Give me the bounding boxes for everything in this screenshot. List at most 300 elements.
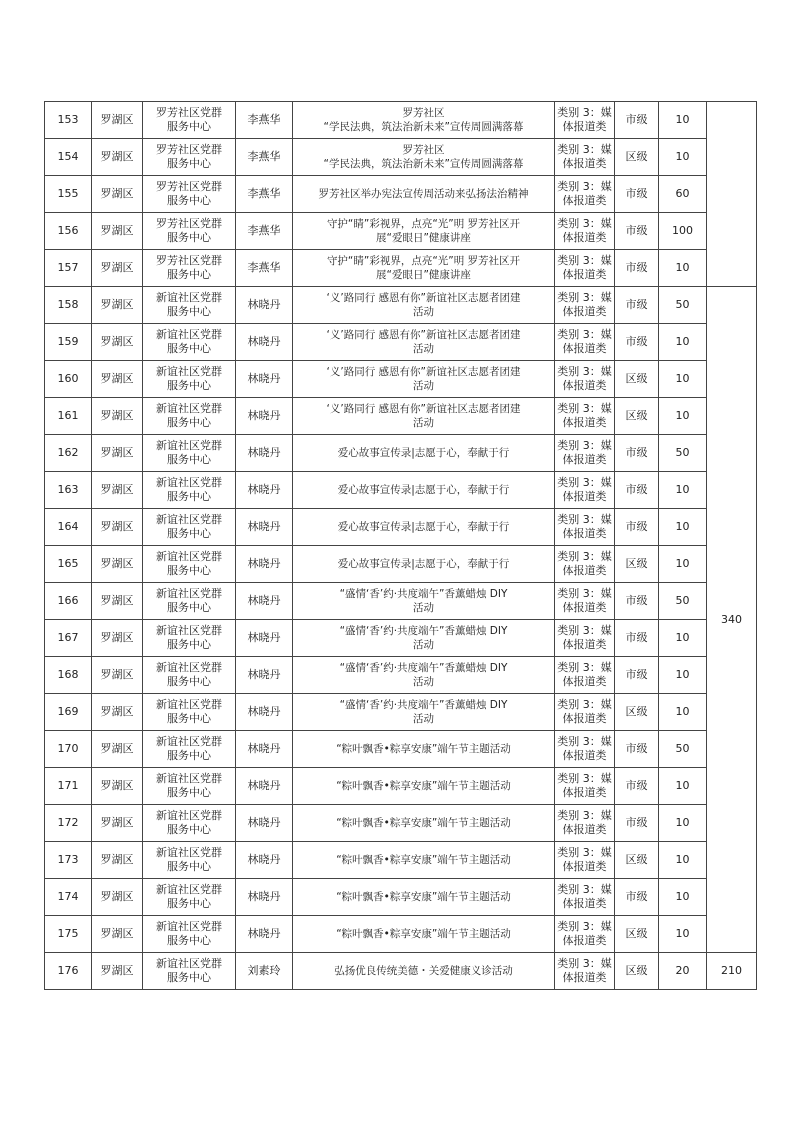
row-number: 173 [45,842,92,879]
category-cell-line: 类别 3：媒 [557,661,612,674]
unit-cell-line: 服务中心 [167,342,211,355]
district-cell: 罗湖区 [92,398,143,435]
district-cell: 罗湖区 [92,176,143,213]
row-number: 164 [45,509,92,546]
unit-cell-line: 新谊社区党群 [156,772,222,785]
unit-cell [143,768,236,805]
report-title-cell-line: 活动 [413,639,434,651]
category-cell [555,842,615,879]
unit-cell-line: 新谊社区党群 [156,624,222,637]
level-cell: 区级 [615,398,659,435]
category-cell [555,731,615,768]
category-cell-line: 类别 3：媒 [557,735,612,748]
score-cell: 10 [659,879,707,916]
unit-cell-line: 服务中心 [167,897,211,910]
level-cell: 市级 [615,102,659,139]
category-cell [555,139,615,176]
row-number: 157 [45,250,92,287]
report-title-cell [293,805,555,842]
level-cell: 市级 [615,879,659,916]
unit-cell-line: 服务中心 [167,786,211,799]
table-body [45,102,757,990]
unit-cell [143,472,236,509]
unit-cell [143,805,236,842]
category-cell-line: 体报道类 [562,934,607,947]
unit-cell-line: 服务中心 [167,305,211,318]
category-cell-line: 类别 3：媒 [557,328,612,341]
score-cell: 50 [659,583,707,620]
category-cell-line: 类别 3：媒 [557,920,612,933]
score-cell: 10 [659,102,707,139]
table-row [45,472,757,509]
unit-cell-line: 新谊社区党群 [156,550,222,563]
level-cell: 市级 [615,287,659,324]
person-cell: 林晓丹 [236,694,293,731]
person-cell: 林晓丹 [236,620,293,657]
district-cell: 罗湖区 [92,250,143,287]
level-cell: 区级 [615,139,659,176]
category-cell-line: 体报道类 [562,342,607,355]
category-cell-line: 体报道类 [562,453,607,466]
category-cell [555,176,615,213]
category-cell-line: 体报道类 [562,860,607,873]
report-title-cell [293,620,555,657]
district-cell: 罗湖区 [92,583,143,620]
table-row [45,509,757,546]
table-row [45,916,757,953]
category-cell-line: 体报道类 [562,749,607,762]
report-title-cell-line: “粽叶飘香•粽享安康”端午节主题活动 [336,854,511,866]
table-row [45,546,757,583]
score-cell: 10 [659,324,707,361]
report-title-cell [293,583,555,620]
row-number: 158 [45,287,92,324]
row-number: 166 [45,583,92,620]
unit-cell-line: 服务中心 [167,231,211,244]
score-cell: 10 [659,620,707,657]
category-cell-line: 类别 3：媒 [557,476,612,489]
category-cell-line: 体报道类 [562,120,607,133]
table-row [45,324,757,361]
row-number: 163 [45,472,92,509]
table-row [45,657,757,694]
unit-cell-line: 服务中心 [167,527,211,540]
category-cell-line: 体报道类 [562,675,607,688]
category-cell [555,361,615,398]
report-title-cell-line: 活动 [413,713,434,725]
level-cell: 市级 [615,620,659,657]
unit-cell-line: 新谊社区党群 [156,957,222,970]
category-cell [555,102,615,139]
level-cell: 市级 [615,435,659,472]
category-cell-line: 类别 3：媒 [557,291,612,304]
table-row [45,250,757,287]
category-cell-line: 体报道类 [562,268,607,281]
score-cell: 10 [659,842,707,879]
unit-cell [143,953,236,990]
person-cell: 林晓丹 [236,768,293,805]
district-cell: 罗湖区 [92,509,143,546]
category-cell-line: 类别 3：媒 [557,587,612,600]
report-title-cell-line: “学民法典，筑法治新未来”宣传周圆满落幕 [323,158,524,170]
unit-cell-line: 服务中心 [167,120,211,133]
table-row [45,620,757,657]
district-cell: 罗湖区 [92,620,143,657]
category-cell-line: 类别 3：媒 [557,698,612,711]
category-cell-line: 类别 3：媒 [557,846,612,859]
report-title-cell-line: 罗芳社区 [402,107,445,119]
report-title-cell-line: 展“爱眼日”健康讲座 [376,232,471,244]
score-cell: 10 [659,398,707,435]
table-row [45,731,757,768]
table-row [45,213,757,250]
person-cell: 林晓丹 [236,361,293,398]
report-title-cell [293,731,555,768]
category-cell-line: 类别 3：媒 [557,883,612,896]
unit-cell-line: 新谊社区党群 [156,809,222,822]
category-cell [555,879,615,916]
person-cell: 林晓丹 [236,805,293,842]
unit-cell [143,176,236,213]
person-cell: 刘素玲 [236,953,293,990]
subtotal-cell: 340 [707,287,757,953]
score-cell: 50 [659,287,707,324]
district-cell: 罗湖区 [92,805,143,842]
person-cell: 林晓丹 [236,879,293,916]
row-number: 165 [45,546,92,583]
district-cell: 罗湖区 [92,213,143,250]
category-cell [555,694,615,731]
report-title-cell-line: “盛情‘香’约·共度端午”香薰蜡烛 DIY [339,588,508,600]
row-number: 171 [45,768,92,805]
level-cell: 区级 [615,694,659,731]
unit-cell [143,546,236,583]
unit-cell [143,842,236,879]
person-cell: 林晓丹 [236,546,293,583]
unit-cell-line: 罗芳社区党群 [156,254,222,267]
table-row [45,287,757,324]
district-cell: 罗湖区 [92,768,143,805]
level-cell: 市级 [615,657,659,694]
score-cell: 10 [659,768,707,805]
level-cell: 市级 [615,213,659,250]
category-cell-line: 类别 3：媒 [557,365,612,378]
unit-cell-line: 罗芳社区党群 [156,106,222,119]
report-title-cell-line: “学民法典，筑法治新未来”宣传周圆满落幕 [323,121,524,133]
unit-cell [143,139,236,176]
person-cell: 李燕华 [236,213,293,250]
unit-cell [143,620,236,657]
score-cell: 10 [659,139,707,176]
category-cell [555,805,615,842]
score-cell: 50 [659,731,707,768]
district-cell: 罗湖区 [92,842,143,879]
unit-cell-line: 新谊社区党群 [156,883,222,896]
report-title-cell [293,953,555,990]
subtotal-cell: 210 [707,953,757,990]
person-cell: 林晓丹 [236,583,293,620]
unit-cell-line: 新谊社区党群 [156,513,222,526]
district-cell: 罗湖区 [92,916,143,953]
report-title-cell-line: 罗芳社区 [402,144,445,156]
level-cell: 市级 [615,805,659,842]
report-title-cell-line: 活动 [413,602,434,614]
table-row [45,435,757,472]
report-title-cell-line: ‘义’路同行 感恩有你”新谊社区志愿者团建 [326,329,521,341]
score-cell: 10 [659,472,707,509]
report-title-cell [293,398,555,435]
category-cell-line: 类别 3：媒 [557,217,612,230]
report-title-cell-line: 活动 [413,306,434,318]
category-cell-line: 体报道类 [562,897,607,910]
category-cell-line: 体报道类 [562,823,607,836]
report-title-cell-line: 活动 [413,380,434,392]
table-row [45,879,757,916]
row-number: 172 [45,805,92,842]
report-title-cell [293,842,555,879]
unit-cell-line: 罗芳社区党群 [156,180,222,193]
category-cell [555,213,615,250]
level-cell: 市级 [615,324,659,361]
unit-cell-line: 服务中心 [167,860,211,873]
level-cell: 市级 [615,509,659,546]
unit-cell [143,361,236,398]
table-row [45,953,757,990]
report-title-cell-line: “盛情‘香’约·共度端午”香薰蜡烛 DIY [339,625,508,637]
unit-cell-line: 服务中心 [167,601,211,614]
person-cell: 林晓丹 [236,657,293,694]
unit-cell-line: 服务中心 [167,971,211,984]
level-cell: 区级 [615,842,659,879]
unit-cell [143,324,236,361]
score-cell: 10 [659,250,707,287]
category-cell [555,435,615,472]
unit-cell-line: 新谊社区党群 [156,439,222,452]
report-title-cell-line: 罗芳社区举办宪法宣传周活动来弘扬法治精神 [318,188,529,200]
category-cell [555,657,615,694]
category-cell-line: 类别 3：媒 [557,624,612,637]
report-title-cell [293,768,555,805]
table-row [45,139,757,176]
score-cell: 10 [659,546,707,583]
score-cell: 20 [659,953,707,990]
category-cell [555,583,615,620]
score-cell: 100 [659,213,707,250]
person-cell: 林晓丹 [236,842,293,879]
table-row [45,694,757,731]
unit-cell-line: 服务中心 [167,675,211,688]
level-cell: 市级 [615,250,659,287]
unit-cell [143,583,236,620]
district-cell: 罗湖区 [92,694,143,731]
category-cell-line: 体报道类 [562,601,607,614]
unit-cell [143,250,236,287]
district-cell: 罗湖区 [92,287,143,324]
unit-cell [143,657,236,694]
report-title-cell-line: ‘义’路同行 感恩有你”新谊社区志愿者团建 [326,292,521,304]
category-cell [555,953,615,990]
unit-cell-line: 服务中心 [167,379,211,392]
level-cell: 区级 [615,953,659,990]
subtotal-cell [707,102,757,287]
category-cell [555,768,615,805]
report-title-cell-line: “粽叶飘香•粽享安康”端午节主题活动 [336,928,511,940]
person-cell: 林晓丹 [236,324,293,361]
category-cell-line: 类别 3：媒 [557,957,612,970]
row-number: 153 [45,102,92,139]
category-cell [555,287,615,324]
unit-cell [143,879,236,916]
report-title-cell-line: “粽叶飘香•粽享安康”端午节主题活动 [336,891,511,903]
report-title-cell [293,361,555,398]
report-title-cell-line: 活动 [413,343,434,355]
report-title-cell-line: 爱心故事宣传录|志愿于心，奉献于行 [337,484,510,496]
unit-cell-line: 新谊社区党群 [156,365,222,378]
category-cell-line: 体报道类 [562,305,607,318]
person-cell: 林晓丹 [236,731,293,768]
person-cell: 李燕华 [236,139,293,176]
unit-cell-line: 服务中心 [167,453,211,466]
category-cell [555,472,615,509]
unit-cell [143,102,236,139]
district-cell: 罗湖区 [92,879,143,916]
report-title-cell-line: “盛情‘香’约·共度端午”香薰蜡烛 DIY [339,662,508,674]
unit-cell [143,398,236,435]
score-cell: 50 [659,435,707,472]
report-title-cell [293,139,555,176]
district-cell: 罗湖区 [92,139,143,176]
report-title-cell-line: 展“爱眼日”健康讲座 [376,269,471,281]
person-cell: 林晓丹 [236,435,293,472]
unit-cell-line: 新谊社区党群 [156,328,222,341]
unit-cell [143,731,236,768]
level-cell: 区级 [615,916,659,953]
category-cell-line: 体报道类 [562,638,607,651]
district-cell: 罗湖区 [92,731,143,768]
report-title-cell [293,546,555,583]
category-cell-line: 类别 3：媒 [557,254,612,267]
report-title-cell [293,102,555,139]
report-title-cell-line: ‘义’路同行 感恩有你”新谊社区志愿者团建 [326,403,521,415]
unit-cell [143,916,236,953]
row-number: 169 [45,694,92,731]
category-cell-line: 类别 3：媒 [557,106,612,119]
report-title-cell [293,324,555,361]
unit-cell-line: 服务中心 [167,490,211,503]
table-row [45,805,757,842]
report-title-cell-line: 爱心故事宣传录|志愿于心，奉献于行 [337,447,510,459]
row-number: 159 [45,324,92,361]
report-title-cell [293,213,555,250]
unit-cell [143,694,236,731]
unit-cell [143,287,236,324]
unit-cell-line: 服务中心 [167,157,211,170]
category-cell-line: 体报道类 [562,527,607,540]
district-cell: 罗湖区 [92,324,143,361]
table-row [45,768,757,805]
level-cell: 市级 [615,472,659,509]
category-cell-line: 类别 3：媒 [557,809,612,822]
row-number: 161 [45,398,92,435]
row-number: 162 [45,435,92,472]
report-title-cell-line: 弘扬优良传统美德・关爱健康义诊活动 [334,965,513,977]
category-cell-line: 体报道类 [562,194,607,207]
category-cell [555,324,615,361]
unit-cell-line: 服务中心 [167,749,211,762]
category-cell [555,398,615,435]
row-number: 155 [45,176,92,213]
category-cell-line: 类别 3：媒 [557,550,612,563]
report-title-cell [293,435,555,472]
report-title-cell [293,287,555,324]
row-number: 176 [45,953,92,990]
report-title-cell-line: 活动 [413,417,434,429]
category-cell-line: 类别 3：媒 [557,143,612,156]
person-cell: 林晓丹 [236,398,293,435]
category-cell-line: 体报道类 [562,416,607,429]
unit-cell-line: 服务中心 [167,268,211,281]
report-title-cell-line: 爱心故事宣传录|志愿于心，奉献于行 [337,521,510,533]
report-title-cell [293,176,555,213]
level-cell: 市级 [615,583,659,620]
category-cell-line: 体报道类 [562,786,607,799]
unit-cell-line: 服务中心 [167,194,211,207]
category-cell-line: 类别 3：媒 [557,402,612,415]
row-number: 156 [45,213,92,250]
person-cell: 林晓丹 [236,509,293,546]
unit-cell-line: 新谊社区党群 [156,291,222,304]
row-number: 154 [45,139,92,176]
category-cell [555,250,615,287]
unit-cell-line: 服务中心 [167,416,211,429]
unit-cell-line: 新谊社区党群 [156,735,222,748]
district-cell: 罗湖区 [92,657,143,694]
row-number: 167 [45,620,92,657]
district-cell: 罗湖区 [92,472,143,509]
table-row [45,398,757,435]
table-row [45,583,757,620]
score-cell: 10 [659,657,707,694]
unit-cell [143,509,236,546]
unit-cell [143,435,236,472]
score-cell: 10 [659,694,707,731]
report-title-cell-line: 活动 [413,676,434,688]
person-cell: 林晓丹 [236,916,293,953]
level-cell: 市级 [615,768,659,805]
score-cell: 10 [659,916,707,953]
row-number: 168 [45,657,92,694]
category-cell-line: 体报道类 [562,231,607,244]
score-cell: 10 [659,805,707,842]
unit-cell-line: 新谊社区党群 [156,661,222,674]
unit-cell-line: 新谊社区党群 [156,846,222,859]
district-cell: 罗湖区 [92,102,143,139]
row-number: 174 [45,879,92,916]
person-cell: 李燕华 [236,250,293,287]
table-row [45,102,757,139]
report-title-cell-line: 守护“睛”彩视界，点亮“光”明 罗芳社区开 [326,255,521,267]
level-cell: 区级 [615,361,659,398]
unit-cell-line: 服务中心 [167,564,211,577]
unit-cell-line: 服务中心 [167,638,211,651]
unit-cell-line: 服务中心 [167,934,211,947]
unit-cell-line: 新谊社区党群 [156,476,222,489]
report-title-cell [293,509,555,546]
unit-cell-line: 罗芳社区党群 [156,217,222,230]
person-cell: 李燕华 [236,176,293,213]
row-number: 170 [45,731,92,768]
level-cell: 区级 [615,546,659,583]
